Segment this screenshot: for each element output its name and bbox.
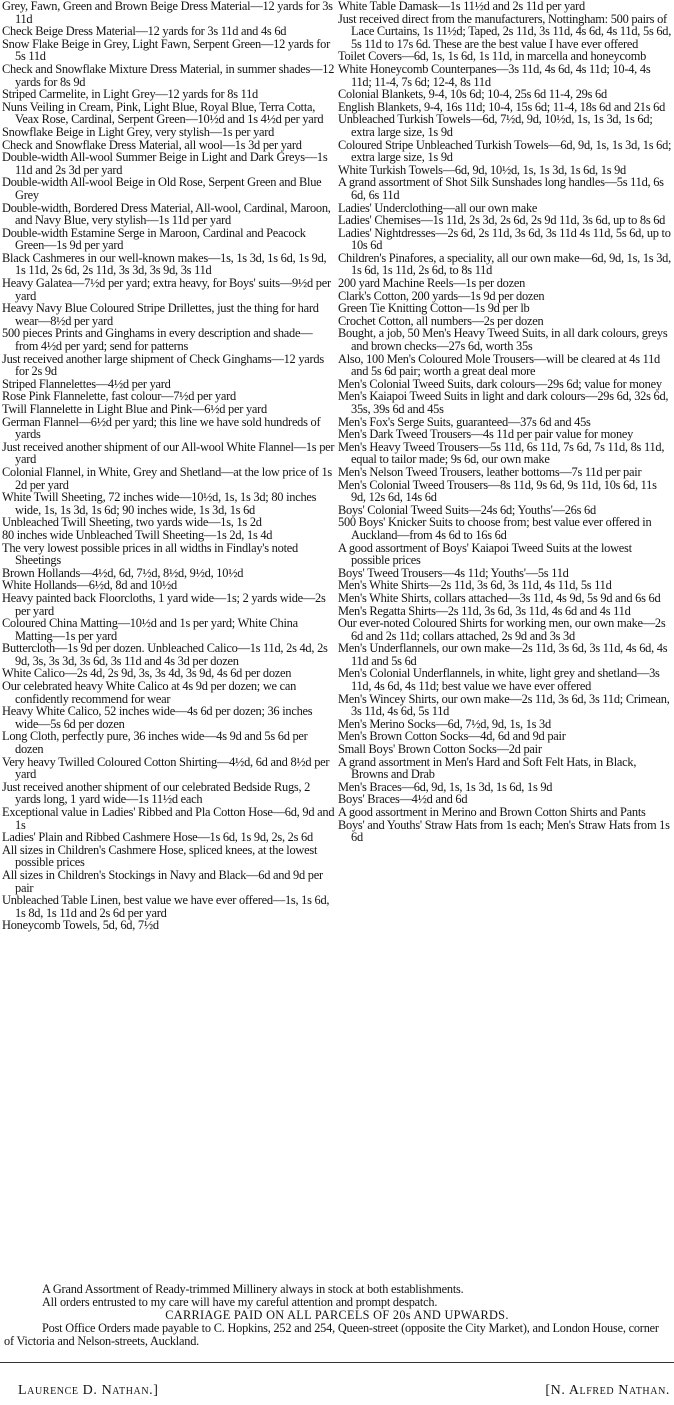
- price-list-item: Men's White Shirts, collars attached—3s 11d, 4s 9d, 5s 9d and 6s 6d: [338, 590, 661, 605]
- price-list-item: Just received another shipment of our All-wool White Flannel—1s per yard: [2, 439, 335, 467]
- price-list-item: Unbleached Table Linen, best value we have ever offered—1s, 1s 6d, 1s 8d, 1s 11d and 2s 6d per yard: [2, 893, 330, 920]
- price-list-item: Men's Brown Cotton Socks—4d, 6d and 9d pair: [338, 729, 566, 744]
- right-price-column: [338, 0, 672, 1280]
- price-list-item: Just received direct from the manufacturers, Nottingham: 500 pairs of Lace Curtains, 1s 11½d; Taped, 2s 11d, 3s 11d, 4s 6d, 4s 11d, 5s 6d, 5s 11d to 17s 6d. These are the best value I have ever offered: [338, 11, 672, 51]
- price-list-item: Men's Fox's Serge Suits, guaranteed—37s 6d and 45s: [338, 414, 591, 429]
- price-list-item: Coloured China Matting—10½d and 1s per yard; White China Matting—1s per yard: [2, 616, 298, 643]
- advertisement-footer: [4, 1283, 670, 1348]
- price-list-item: A grand assortment in Men's Hard and Soft Felt Hats, in Black, Browns and Drab: [338, 754, 637, 782]
- price-list-item: Very heavy Twilled Coloured Cotton Shirting—4½d, 6d and 8½d per yard: [2, 754, 330, 782]
- price-list-item: Double-width Estamine Serge in Maroon, Cardinal and Peacock Green—1s 9d per yard: [2, 225, 306, 253]
- price-list-item: Unbleached Turkish Towels—6d, 7½d, 9d, 10½d, 1s, 1s 3d, 1s 6d; extra large size, 1s 9d: [338, 112, 653, 139]
- price-list-item: Bought, a job, 50 Men's Heavy Tweed Suits, in all dark colours, greys and brown checks—27s 6d, worth 35s: [338, 326, 668, 354]
- price-list-item: Men's Colonial Tweed Trousers—8s 11d, 9s 6d, 9s 11d, 10s 6d, 11s 9d, 12s 6d, 14s 6d: [338, 477, 657, 505]
- price-list-item: Just received another large shipment of Check Ginghams—12 yards for 2s 9d: [2, 351, 324, 379]
- price-list-item: A grand assortment of Shot Silk Sunshades long handles—5s 11d, 6s 6d, 6s 11d: [338, 175, 664, 202]
- price-list-item: Men's Colonial Underflannels, in white, light grey and shetland—3s 11d, 4s 6d, 4s 11d; best value we have ever offered: [338, 666, 660, 694]
- price-list-item: Heavy White Calico, 52 inches wide—4s 6d per dozen; 36 inches wide—5s 6d per dozen: [2, 704, 313, 731]
- price-list-item: White Honeycomb Counterpanes—3s 11d, 4s 6d, 4s 11d; 10-4, 4s 11d; 11-4, 7s 6d; 12-4, 8s 11d: [338, 61, 651, 89]
- price-list-item: Men's Merino Socks—6d, 7½d, 9d, 1s, 1s 3d: [338, 716, 551, 731]
- price-list-item: Boys' Tweed Trousers—4s 11d; Youths'—5s 11d: [338, 565, 569, 580]
- price-list-item: White Turkish Towels—6d, 9d, 10½d, 1s, 1s 3d, 1s 6d, 1s 9d: [338, 162, 626, 177]
- price-list-item: Check and Snowflake Dress Material, all wool—1s 3d per yard: [2, 137, 302, 152]
- price-list-item: Boys' Braces—4½d and 6d: [338, 792, 468, 807]
- price-list-item: Men's Underflannels, our own make—2s 11d, 3s 6d, 3s 11d, 4s 6d, 4s 11d and 5s 6d: [338, 641, 668, 668]
- price-list-item: Striped Carmelite, in Light Grey—12 yards for 8s 11d: [2, 87, 258, 102]
- price-list-item: Ladies' Chemises—1s 11d, 2s 3d, 2s 6d, 2s 9d 11d, 3s 6d, up to 8s 6d: [338, 213, 666, 228]
- divider-rule: [0, 1362, 674, 1363]
- orders-notice: All orders entrusted to my care will have my careful attention and prompt despatch.: [42, 1294, 438, 1309]
- price-list-item: White Hollands—6½d, 8d and 10½d: [2, 578, 177, 593]
- price-list-item: All sizes in Children's Stockings in Navy and Black—6d and 9d per pair: [2, 867, 323, 895]
- price-list-item: Boys' and Youths' Straw Hats from 1s each; Men's Straw Hats from 1s 6d: [338, 817, 670, 845]
- price-list-item: Grey, Fawn, Green and Brown Beige Dress Material—12 yards for 3s 11d: [2, 0, 333, 26]
- price-list-item: Rose Pink Flannelette, fast colour—7½d per yard: [2, 389, 236, 404]
- price-list-item: Heavy Galatea—7½d per yard; extra heavy, for Boys' suits—9½d per yard: [2, 276, 331, 303]
- price-list-item: Heavy Navy Blue Coloured Stripe Drillettes, just the thing for hard wear—8½d per yard: [2, 301, 319, 328]
- price-list-item: Exceptional value in Ladies' Ribbed and Pla Cotton Hose—6d, 9d and 1s: [2, 805, 335, 832]
- price-list-item: German Flannel—6½d per yard; this line we have sold hundreds of yards: [2, 414, 321, 442]
- price-list-item: 500 pieces Prints and Ginghams in every description and shade—from 4½d per yard; send for patterns: [2, 326, 313, 354]
- price-list-item: Unbleached Twill Sheeting, two yards wide—1s, 1s 2d: [2, 515, 262, 530]
- price-list-item: Double-width All-wool Summer Beige in Light and Dark Greys—1s 11d and 2s 3d per yard: [2, 150, 328, 177]
- price-list-item: Double-width, Bordered Dress Material, All-wool, Cardinal, Maroon, and Navy Blue, very stylish—1s 11d per yard: [2, 200, 331, 228]
- price-list-item: Toilet Covers—6d, 1s, 1s 6d, 1s 11d, in marcella and honeycomb: [338, 49, 647, 64]
- price-list-item: Just received another shipment of our celebrated Bedside Rugs, 2 yards long, 1 yard wide—1s 11½d each: [2, 779, 311, 807]
- price-list-item: Clark's Cotton, 200 yards—1s 9d per dozen: [338, 288, 545, 303]
- price-list-item: English Blankets, 9-4, 16s 11d; 10-4, 15s 6d; 11-4, 18s 6d and 21s 6d: [338, 99, 666, 114]
- post-office-orders-notice: Post Office Orders made payable to C. Hopkins, 252 and 254, Queen-street (opposite the City Market), and London House, corner of Victoria and Nelson-streets, Auckland.: [4, 1320, 659, 1348]
- price-list-item: Honeycomb Towels, 5d, 6d, 7½d: [2, 918, 159, 933]
- price-list-item: Ladies' Nightdresses—2s 6d, 2s 11d, 3s 6d, 3s 11d 4s 11d, 5s 6d, up to 10s 6d: [338, 225, 671, 253]
- price-list-item: Long Cloth, perfectly pure, 36 inches wide—4s 9d and 5s 6d per dozen: [2, 729, 308, 757]
- signature-left: Laurence D. Nathan.]: [18, 1383, 159, 1398]
- price-list-item: Also, 100 Men's Coloured Mole Trousers—will be cleared at 4s 11d and 5s 6d pair; worth a great deal more: [338, 351, 661, 379]
- price-list-item: Coloured Stripe Unbleached Turkish Towels—6d, 9d, 1s, 1s 3d, 1s 6d; extra large size, 1s 9d: [338, 137, 672, 165]
- price-list-item: A good assortment in Merino and Brown Cotton Shirts and Pants: [338, 805, 646, 819]
- price-list-item: Nuns Veiling in Cream, Pink, Light Blue, Royal Blue, Terra Cotta, Veax Rose, Cardinal, Serpent Green—10½d and 1s 4½d per yard: [2, 99, 324, 127]
- price-list-item: Ladies' Plain and Ribbed Cashmere Hose—1s 6d, 1s 9d, 2s, 2s 6d: [2, 830, 313, 845]
- carriage-paid-notice: CARRIAGE PAID ON ALL PARCELS OF 20s AND UPWARDS.: [165, 1307, 509, 1322]
- price-list-item: Men's Colonial Tweed Suits, dark colours—29s 6d; value for money: [338, 376, 662, 391]
- price-list-item: White Table Damask—1s 11½d and 2s 11d per yard: [338, 0, 585, 13]
- price-list-item: Snow Flake Beige in Grey, Light Fawn, Serpent Green—12 yards for 5s 11d: [2, 36, 330, 64]
- price-list-item: Check and Snowflake Mixture Dress Material, in summer shades—12 yards for 8s 9d: [2, 61, 335, 89]
- price-list-item: Heavy painted back Floorcloths, 1 yard wide—1s; 2 yards wide—2s per yard: [2, 590, 326, 618]
- left-price-column: [2, 0, 335, 1280]
- price-list-item: Children's Pinafores, a speciality, all our own make—6d, 9d, 1s, 1s 3d, 1s 6d, 1s 11d, 2s 6d, to 8s 11d: [338, 250, 671, 278]
- price-list-item: Ladies' Underclothing—all our own make: [338, 200, 538, 215]
- price-list-item: Twill Flannelette in Light Blue and Pink—6½d per yard: [2, 402, 267, 416]
- price-list-item: Men's Nelson Tweed Trousers, leather bottoms—7s 11d per pair: [338, 464, 642, 479]
- price-list-item: Colonial Blankets, 9-4, 10s 6d; 10-4, 25s 6d 11-4, 29s 6d: [338, 87, 607, 102]
- price-list-item: Crochet Cotton, all numbers—2s per dozen: [338, 313, 544, 328]
- price-list-item: Our ever-noted Coloured Shirts for working men, our own make—2s 6d and 2s 11d; collars attached, 2s 9d and 3s 3d: [338, 616, 666, 643]
- price-list-item: Striped Flannelettes—4½d per yard: [2, 376, 171, 391]
- signature-right: [N. Alfred Nathan.: [545, 1383, 670, 1398]
- price-list-item: 200 yard Machine Reels—1s per dozen: [338, 276, 526, 291]
- price-list-item: Colonial Flannel, in White, Grey and Shetland—at the low price of 1s 2d per yard: [2, 464, 332, 492]
- price-list-item: Brown Hollands—4½d, 6d, 7½d, 8½d, 9½d, 10½d: [2, 565, 244, 580]
- price-list-item: 500 Boys' Knicker Suits to choose from; best value ever offered in Auckland—from 4s 6d to 16s 6d: [338, 515, 652, 542]
- price-list-item: Men's White Shirts—2s 11d, 3s 6d, 3s 11d, 4s 11d, 5s 11d: [338, 578, 612, 593]
- price-list-item: White Calico—2s 4d, 2s 9d, 3s, 3s 4d, 3s 9d, 4s 6d per dozen: [2, 666, 292, 681]
- price-list-item: Small Boys' Brown Cotton Socks—2d pair: [338, 742, 542, 757]
- price-list-item: Our celebrated heavy White Calico at 4s 9d per dozen; we can confidently recommend for wear: [2, 679, 297, 706]
- price-list-item: Buttercloth—1s 9d per dozen. Unbleached Calico—1s 11d, 2s 4d, 2s 9d, 3s, 3s 3d, 3s 6d, 3s 11d and 4s 3d per dozen: [2, 641, 328, 668]
- price-list-item: Men's Regatta Shirts—2s 11d, 3s 6d, 3s 11d, 4s 6d and 4s 11d: [338, 603, 631, 618]
- price-list-item: White Twill Sheeting, 72 inches wide—10½d, 1s, 1s 3d; 80 inches wide, 1s, 1s 3d, 1s 6d; 90 inches wide, 1s 3d, 1s 6d: [2, 490, 317, 517]
- millinery-notice: A Grand Assortment of Ready-trimmed Millinery always in stock at both establishments.: [42, 1282, 464, 1296]
- price-list-item: Snowflake Beige in Light Grey, very stylish—1s per yard: [2, 124, 275, 139]
- price-list-item: Men's Kaiapoi Tweed Suits in light and dark colours—29s 6d, 32s 6d, 35s, 39s 6d and 45s: [338, 389, 669, 416]
- price-list-item: Black Cashmeres in our well-known makes—1s, 1s 3d, 1s 6d, 1s 9d, 1s 11d, 2s 6d, 2s 11d, 3s 3d, 3s 9d, 3s 11d: [2, 250, 327, 278]
- price-list-item: Boys' Colonial Tweed Suits—24s 6d; Youths'—26s 6d: [338, 502, 596, 517]
- price-list-item: Men's Braces—6d, 9d, 1s, 1s 3d, 1s 6d, 1s 9d: [338, 779, 553, 794]
- price-list-item: A good assortment of Boys' Kaiapoi Tweed Suits at the lowest possible prices: [338, 540, 632, 568]
- price-list-item: The very lowest possible prices in all widths in Findlay's noted Sheetings: [2, 540, 298, 568]
- price-list-item: Men's Heavy Tweed Trousers—5s 11d, 6s 11d, 7s 6d, 7s 11d, 8s 11d, equal to tailor made; 9s 6d, our own make: [338, 439, 665, 467]
- price-list-item: 80 inches wide Unbleached Twill Sheeting—1s 2d, 1s 4d: [2, 527, 273, 542]
- price-list-item: Check Beige Dress Material—12 yards for 3s 11d and 4s 6d: [2, 24, 287, 39]
- price-list-item: Double-width All-wool Beige in Old Rose, Serpent Green and Blue Grey: [2, 175, 322, 202]
- price-list-item: Men's Wincey Shirts, our own make—2s 11d, 3s 6d, 3s 11d; Crimean, 3s 11d, 4s 6d, 5s 11d: [338, 691, 670, 719]
- price-list-item: Green Tie Knitting Cotton—1s 9d per lb: [338, 301, 530, 316]
- price-list-item: Men's Dark Tweed Trousers—4s 11d per pair value for money: [338, 427, 634, 442]
- advertisement-columns: [2, 0, 672, 1280]
- price-list-item: All sizes in Children's Cashmere Hose, spliced knees, at the lowest possible prices: [2, 842, 318, 870]
